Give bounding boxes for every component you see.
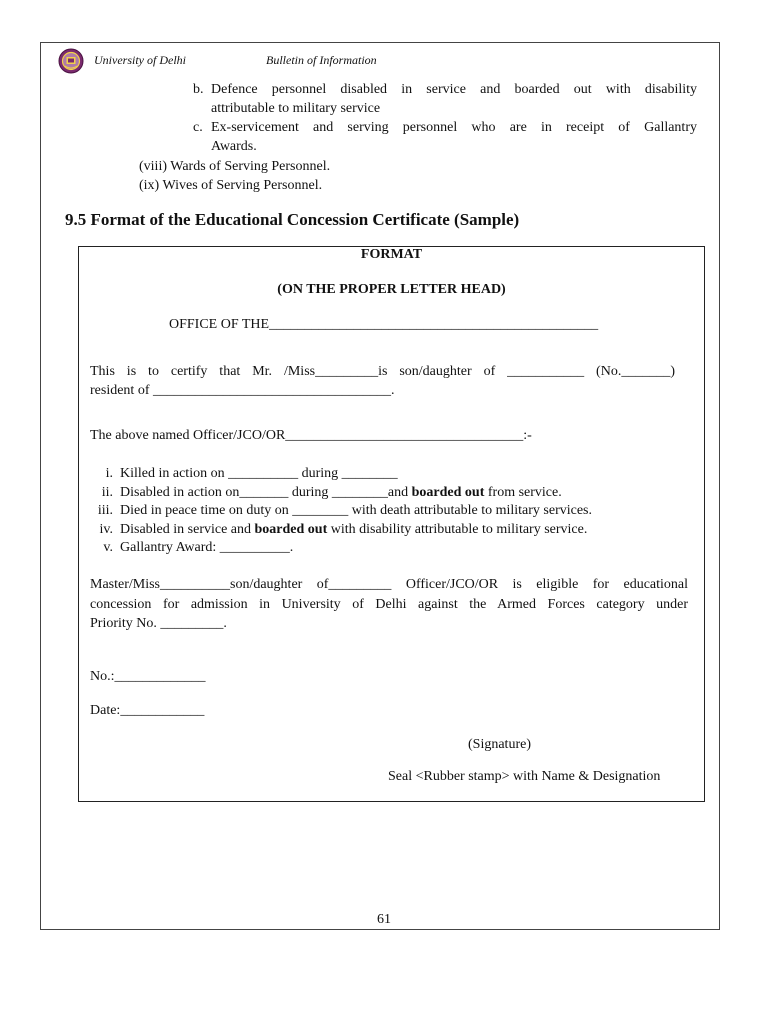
list-label-c: c.	[193, 120, 203, 135]
seal-label: Seal <Rubber stamp> with Name & Designation	[388, 769, 661, 784]
condition-item: v. Gallantry Award: __________.	[103, 540, 294, 555]
university-seal-icon	[58, 48, 84, 74]
letter-head-note: (ON THE PROPER LETTER HEAD)	[277, 282, 506, 297]
office-line: OFFICE OF THE_______________________________________________	[169, 317, 599, 332]
date-field: Date:____________	[90, 703, 205, 718]
number-field: No.:_____________	[90, 669, 206, 684]
condition-item: i. Killed in action on __________ during ________	[105, 466, 398, 481]
above-named-line: The above named Officer/JCO/OR__________________________________:-	[90, 428, 532, 443]
certificate-box	[78, 246, 705, 802]
master-line3: Priority No. _________.	[90, 616, 227, 631]
condition-item: iv. Disabled in service and boarded out with disability attributable to military service.	[99, 521, 588, 537]
condition-item: ii. Disabled in action on_______ during ________and boarded out from service.	[101, 484, 562, 500]
master-line2: concession for admission in University of Delhi against the Armed Forces category under	[90, 597, 688, 612]
list-item-b-line1: Defence personnel disabled in service and boarded out with disability	[211, 82, 697, 97]
list-item-c-line1: Ex-servicement and serving personnel who are in receipt of Gallantry	[211, 120, 697, 135]
section-heading: 9.5 Format of the Educational Concession Certificate (Sample)	[65, 210, 520, 229]
signature-label: (Signature)	[468, 737, 531, 752]
format-title: FORMAT	[360, 247, 423, 262]
master-line1: Master/Miss__________son/daughter of_________ Officer/JCO/OR is eligible for educational	[90, 577, 688, 592]
header-university: University of Delhi	[94, 53, 186, 67]
list-label-b: b.	[193, 82, 204, 97]
condition-list	[79, 464, 699, 557]
list-item-c-line2: Awards.	[211, 139, 257, 154]
list-item-ix: (ix) Wives of Serving Personnel.	[139, 178, 323, 193]
page-header	[58, 48, 718, 76]
certify-line1: This is to certify that Mr. /Miss_________is son/daughter of ___________ (No._______)	[90, 364, 675, 379]
condition-item: iii. Died in peace time on duty on ________ with death attributable to military services.	[97, 503, 592, 518]
header-bulletin: Bulletin of Information	[266, 53, 377, 67]
list-item-viii: (viii) Wards of Serving Personnel.	[139, 159, 331, 174]
certify-line2: resident of __________________________________.	[90, 383, 395, 398]
list-item-b-line2: attributable to military service	[211, 101, 381, 116]
page-number: 61	[377, 912, 391, 927]
